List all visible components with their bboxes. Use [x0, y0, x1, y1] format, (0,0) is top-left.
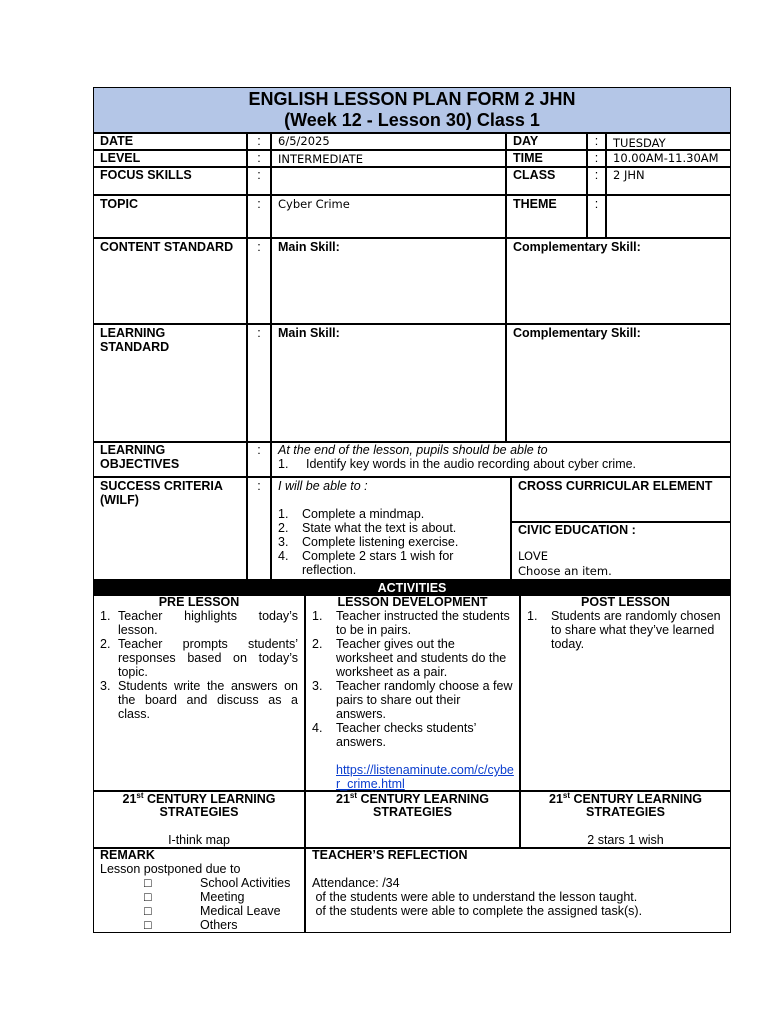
list-item: 2. Teacher prompts students’ responses based on today’s topic. — [100, 637, 298, 679]
civic-value: LOVE — [518, 549, 548, 563]
class-label: CLASS — [506, 167, 587, 195]
focus-colon: : — [247, 167, 271, 195]
lesson-development-list — [306, 609, 519, 749]
attendance: Attendance: /34 — [312, 876, 400, 890]
learning-standard-label — [93, 324, 247, 442]
title-line-2: (Week 12 - Lesson 30) Class 1 — [284, 110, 540, 130]
topic-value: Cyber Crime — [271, 195, 506, 238]
pre-lesson-cell — [93, 595, 305, 791]
learning-standard-label-line1: LEARNING — [100, 326, 166, 340]
teacher-reflection-label: TEACHER’S REFLECTION — [312, 848, 468, 862]
century-strategy-pre — [93, 791, 305, 848]
topic-colon: : — [247, 195, 271, 238]
success-list — [272, 507, 510, 577]
list-item: 1. Students are randomly chosen to share what they’ve learned today. — [527, 609, 721, 651]
list-item: 3. Students write the answers on the board and discuss as a class. — [100, 679, 298, 721]
century-strategy-dev — [305, 791, 520, 848]
century-strategy-post — [520, 791, 731, 848]
focus-skills-value — [271, 167, 506, 195]
time-label: TIME — [506, 150, 587, 167]
content-standard-colon: : — [247, 238, 271, 324]
list-item: 2. State what the text is about. — [278, 521, 457, 535]
content-main-skill: Main Skill: — [271, 238, 506, 324]
theme-value — [606, 195, 731, 238]
lesson-development-label: LESSON DEVELOPMENT — [337, 595, 488, 609]
objectives-intro: At the end of the lesson, pupils should be able to — [278, 443, 548, 457]
post-lesson-label: POST LESSON — [581, 595, 670, 609]
focus-skills-label: FOCUS SKILLS — [93, 167, 247, 195]
remark-option[interactable]: □ Others — [144, 918, 238, 932]
lesson-plan-title — [93, 87, 731, 133]
checkbox-icon[interactable]: □ — [144, 890, 152, 904]
list-item: 1. Teacher instructed the students to be in pairs. — [312, 609, 510, 637]
checkbox-icon[interactable]: □ — [144, 904, 152, 918]
theme-colon: : — [587, 195, 606, 238]
date-colon: : — [247, 133, 271, 150]
day-colon: : — [587, 133, 606, 150]
day-value: TUESDAY — [606, 133, 731, 150]
checkbox-icon[interactable]: □ — [144, 918, 152, 932]
success-label-line2: (WILF) — [100, 493, 139, 507]
civic-education-label: CIVIC EDUCATION : — [518, 523, 636, 537]
list-item: 4. Complete 2 stars 1 wish for reflection. — [278, 549, 454, 577]
success-label-line1: SUCCESS CRITERIA — [100, 479, 223, 493]
reflection-understand: of the students were able to understand the lesson taught. — [312, 890, 638, 904]
time-colon: : — [587, 150, 606, 167]
list-item: 1. Identify key words in the audio recording about cyber crime. — [278, 457, 637, 471]
learning-main-skill: Main Skill: — [271, 324, 506, 442]
objectives-colon: : — [247, 442, 271, 477]
level-value: INTERMEDIATE — [271, 150, 506, 167]
content-standard-label: CONTENT STANDARD — [93, 238, 247, 324]
reflection-complete: of the students were able to complete the assigned task(s). — [312, 904, 643, 918]
objectives-content — [271, 442, 731, 477]
lesson-development-cell — [305, 595, 520, 791]
day-label: DAY — [506, 133, 587, 150]
remark-option[interactable]: □ Medical Leave — [144, 904, 281, 918]
time-value: 10.00AM-11.30AM — [606, 150, 731, 167]
century-heading: 21st CENTURY LEARNING — [122, 790, 276, 806]
list-item: 2. Teacher gives out the worksheet and students do the worksheet as a pair. — [312, 637, 507, 679]
cross-curricular-label: CROSS CURRICULAR ELEMENT — [511, 477, 731, 522]
century-strategies-label: STRATEGIES — [159, 805, 239, 819]
list-item: 1. Complete a mindmap. — [278, 507, 425, 521]
century-strategies-label: STRATEGIES — [373, 805, 452, 819]
civic-education-cell — [511, 522, 731, 580]
remark-option[interactable]: □ School Activities — [144, 876, 291, 890]
post-lesson-cell — [520, 595, 731, 791]
checkbox-icon[interactable]: □ — [144, 876, 152, 890]
activities-header: ACTIVITIES — [93, 580, 731, 595]
success-criteria-content — [271, 477, 511, 580]
learning-standard-colon: : — [247, 324, 271, 442]
content-complementary-skill: Complementary Skill: — [506, 238, 731, 324]
objectives-label — [93, 442, 247, 477]
topic-label: TOPIC — [93, 195, 247, 238]
cyber-crime-link[interactable]: https://listenaminute.com/c/cyber_crime.html — [336, 763, 514, 791]
remark-option[interactable]: □ Meeting — [144, 890, 245, 904]
century-strategies-label: STRATEGIES — [586, 805, 665, 819]
success-intro: I will be able to : — [278, 479, 368, 493]
theme-label: THEME — [506, 195, 587, 238]
level-colon: : — [247, 150, 271, 167]
class-value: 2 JHN — [606, 167, 731, 195]
pre-lesson-list — [94, 609, 304, 721]
title-line-1: ENGLISH LESSON PLAN FORM 2 JHN — [248, 89, 576, 109]
learning-standard-label-line2: STANDARD — [100, 340, 170, 354]
date-label: DATE — [93, 133, 247, 150]
class-colon: : — [587, 167, 606, 195]
remark-cell — [93, 848, 305, 933]
century-heading: 21st CENTURY LEARNING — [549, 790, 702, 806]
objectives-label-line1: LEARNING — [100, 443, 166, 457]
century-heading: 21st CENTURY LEARNING — [336, 790, 489, 806]
list-item: 3. Complete listening exercise. — [278, 535, 459, 549]
learning-complementary-skill: Complementary Skill: — [506, 324, 731, 442]
post-lesson-list — [521, 609, 730, 651]
pre-lesson-label: PRE LESSON — [158, 595, 240, 609]
list-item: 1. Teacher highlights today’s lesson. — [100, 609, 298, 637]
success-colon: : — [247, 477, 271, 580]
success-criteria-label — [93, 477, 247, 580]
list-item: 4. Teacher checks students’ answers. — [312, 721, 476, 749]
remark-label: REMARK — [100, 848, 155, 862]
list-item: 3. Teacher randomly choose a few pairs to share out their answers. — [312, 679, 513, 721]
choose-item-dropdown[interactable]: Choose an item. — [518, 564, 612, 578]
strategy-pre-value: I-think map — [168, 833, 230, 847]
level-label: LEVEL — [93, 150, 247, 167]
remark-intro: Lesson postponed due to — [100, 862, 241, 876]
teacher-reflection-cell — [305, 848, 731, 933]
objectives-label-line2: OBJECTIVES — [100, 457, 180, 471]
strategy-post-value: 2 stars 1 wish — [587, 833, 664, 847]
date-value: 6/5/2025 — [271, 133, 506, 150]
objectives-list — [272, 457, 730, 471]
